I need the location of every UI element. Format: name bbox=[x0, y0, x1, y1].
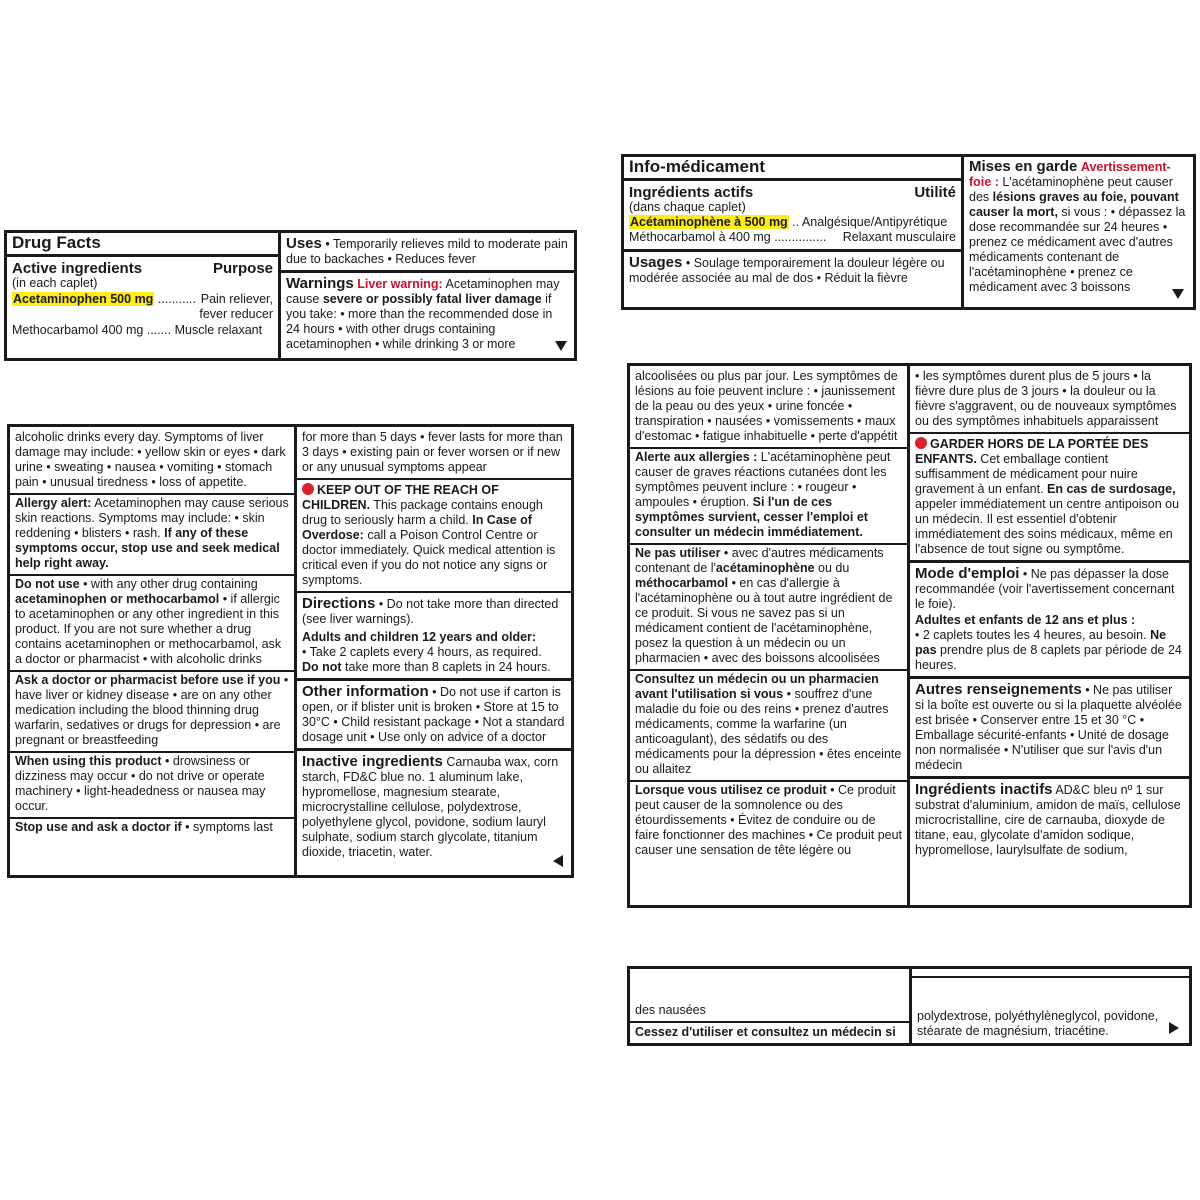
info-medicament-title-bar bbox=[624, 157, 961, 181]
info-medicament-column-5: des nausées Cessez d'utiliser et consultez un médecin si bbox=[630, 969, 910, 1043]
other-information-section: Other information • Do not use if carton is open, or if blister unit is broken • Store at 15 to 30°C • Child resistant package • Not a standard dosage unit • Use only on advice of a doctor bbox=[297, 681, 571, 751]
drug-facts-column-3 bbox=[10, 427, 295, 875]
info-medicament-title: Info-médicament bbox=[629, 157, 766, 176]
stop-use-section: Stop use and ask a doctor if • symptoms last bbox=[15, 820, 273, 834]
continue-arrow-down-icon bbox=[555, 341, 567, 351]
keep-out-of-reach-section: KEEP OUT OF THE REACH OF CHILDREN. This package contains enough drug to seriously harm a child. In Case of Overdose: call a Poison Control Centre or doctor immediately. Quick medical attention is critical even if you do not notice any signs or symptoms. bbox=[297, 480, 571, 593]
ingredient-acetaminophen: Acetaminophen 500 mg ........... Pain reliever, bbox=[13, 292, 273, 306]
avertissement-foie-label: Avertissement-foie : bbox=[969, 160, 1171, 189]
liver-symptoms-section: alcoholic drinks every day. Symptoms of liver damage may include: • yellow skin or eyes • dark urine • sweating • nausea • vomiting • stomach pain • unusual tiredness • loss of appetite. bbox=[10, 429, 295, 495]
autres-renseignements-heading: Autres renseignements bbox=[915, 681, 1082, 698]
ingredient-methocarbamol: Methocarbamol 400 mg ....... Muscle relaxant bbox=[12, 323, 263, 337]
drug-facts-column-1: Drug Facts Active ingredients Purpose (in each caplet) Acetaminophen 500 mg ........... Pain reliever, fever reducer Methocarbamol 400 mg ....... Muscle relaxant bbox=[7, 233, 278, 358]
stop-dot-icon bbox=[302, 483, 314, 495]
utilite-heading: Utilité bbox=[914, 184, 956, 201]
other-information-heading: Other information bbox=[302, 683, 429, 700]
info-medicament-panel-2 bbox=[627, 363, 1192, 908]
stop-dot-icon-fr bbox=[915, 437, 927, 449]
inactive-ingredients-section: Inactive ingredients Carnauba wax, corn starch, FD&C blue no. 1 aluminum lake, hypromellose, magnesium stearate, microcrystalline cellulose, polydextrose, polyethylene glycol, povidone, sodium lauryl sulphate, sodium starch glycolate, titanium dioxide, triacetin, water. bbox=[302, 753, 559, 859]
active-ingredients-heading: Active ingredients bbox=[12, 260, 143, 277]
allergy-alert-section: Allergy alert: Acetaminophen may cause serious skin reactions. Symptoms may include: • skin reddening • blisters • rash. If any of these symptoms occur, stop use and seek medical help right away. bbox=[10, 495, 295, 576]
warnings-heading: Warnings bbox=[286, 275, 354, 292]
drug-facts-panel-1 bbox=[4, 230, 577, 361]
ingredients-actifs-heading: Ingrédients actifs bbox=[629, 184, 754, 201]
ingredients-inactifs-section: Ingrédients inactifs AD&C bleu nº 1 sur substrat d'aluminium, amidon de maïs, cellulose microcristalline, cire de carnauba, dioxyde de titane, eau, glycolate d'amidon sodique, hypromellose, laurylsulfate de sodium, bbox=[915, 781, 1181, 857]
purpose-heading: Purpose bbox=[212, 260, 273, 277]
each-caplet-note: (in each caplet) bbox=[12, 276, 98, 290]
mode-emploi-heading: Mode d'emploi bbox=[915, 565, 1020, 582]
info-medicament-column-4 bbox=[910, 366, 1189, 905]
symptomes-durent-section: • les symptômes durent plus de 5 jours • la fièvre dure plus de 3 jours • la douleur ou la fièvre s'aggravent, ou de nouveaux symptômes ou des symptômes inhabituels apparaissent bbox=[910, 368, 1189, 434]
info-medicament-panel-1 bbox=[621, 154, 1196, 310]
continue-arrow-left-icon bbox=[553, 855, 563, 867]
alerte-allergies-section: Alerte aux allergies : L'acétaminophène peut causer de graves réactions cutanées dont les symptômes peuvent inclure : • rougeur • ampoules • éruption. Si l'un de ces symptômes survient, cesser l'emploi et consulter un médecin immédiatement. bbox=[630, 449, 908, 545]
when-using-section: When using this product • drowsiness or dizziness may occur • do not drive or operate machinery • light-headedness or nausea may occur. bbox=[10, 753, 295, 819]
ingredient-methocarbamol-fr: Méthocarbamol à 400 mg ............... Relaxant musculaire bbox=[629, 230, 956, 244]
stop-use-continued-section: for more than 5 days • fever lasts for more than 3 days • existing pain or fever worsen or if new or any unusual symptoms appear bbox=[297, 429, 571, 480]
garder-hors-portee-section: GARDER HORS DE LA PORTÉE DES ENFANTS. Cet emballage contient suffisamment de médicament pour nuire gravement à un enfant. En cas de surdosage, appeler immédiatement un centre antipoison ou un médecin. Il est essentiel d'obtenir immédiatement des soins médicaux, même en l'absence de tout signe ou symptôme. bbox=[910, 434, 1189, 563]
ne-pas-utiliser-section: Ne pas utiliser • avec d'autres médicaments contenant de l'acétaminophène ou du méthocarbamol • en cas d'allergie à l'acétaminophène ou à tout autre ingrédient de ce produit. Si vous ne savez pas si un médicament contient de l'acétaminophène, posez la question à un médecin ou un pharmacien • avec des boissons alcoolisées bbox=[630, 545, 908, 671]
drug-facts-column-2 bbox=[281, 233, 574, 358]
ingredient-acetaminophene: Acétaminophène à 500 mg .. Analgésique/Antipyrétique bbox=[630, 215, 948, 229]
autres-renseignements-section: Autres renseignements • Ne pas utiliser si la boîte est ouverte ou si la plaquette alvéolée est brisée • Conserver entre 15 et 30 °C • Emballage sécurité-enfants • Unité de dosage non normalisée • N'utiliser que sur l'avis d'un médecin bbox=[910, 679, 1189, 779]
mises-en-garde-column: Mises en garde Avertissement-foie : L'acétaminophène peut causer des lésions graves au foie, pouvant causer la mort, si vous : • dépassez la dose recommandée sur 24 heures • prenez ce médicament avec d'autres médicaments contenant de l'acétaminophène • prenez ce médicament avec 3 boissons bbox=[969, 158, 1186, 294]
drug-facts-column-4 bbox=[297, 427, 571, 875]
continue-arrow-down-icon-fr bbox=[1172, 289, 1184, 299]
drug-facts-title-bar bbox=[7, 233, 278, 257]
info-medicament-column-6: polydextrose, polyéthylèneglycol, povidone, stéarate de magnésium, triacétine. bbox=[917, 1009, 1159, 1038]
info-medicament-column-1: Info-médicament Ingrédients actifs Utilité (dans chaque caplet) Acétaminophène à 500 mg .. Analgésique/Antipyrétique Méthocarbamol à 400 mg ............... Relaxant musculaire Usages • Soulage temporairement la douleur légère ou modérée associée au mal de dos • Réduit la fièvre bbox=[624, 157, 961, 307]
mises-en-garde-heading: Mises en garde bbox=[969, 158, 1078, 175]
usages-section: Usages • Soulage temporairement la douleur légère ou modérée associée au mal de dos • Réduit la fièvre bbox=[624, 249, 961, 286]
acetaminophene-highlight: Acétaminophène à 500 mg bbox=[630, 215, 788, 229]
liver-warning-label: Liver warning: bbox=[357, 277, 443, 291]
continue-arrow-right-icon bbox=[1169, 1022, 1179, 1034]
uses-section: Uses • Temporarily relieves mild to moderate pain due to backaches • Reduces fever bbox=[281, 235, 574, 273]
ingredients-inactifs-heading: Ingrédients inactifs bbox=[915, 781, 1053, 798]
mode-emploi-section: Mode d'emploi • Ne pas dépasser la dose recommandée (voir l'avertissement concernant le foie). Adultes et enfants de 12 ans et plus : • 2 caplets toutes les 4 heures, au besoin. Ne pas prendre plus de 8 caplets par période de 24 heures. bbox=[910, 563, 1189, 679]
lorsque-vous-utilisez-section: Lorsque vous utilisez ce produit • Ce produit peut causer de la somnolence ou des étourdissements • Évitez de conduire ou de faire fonctionner des machines • Ce produit peut causer une sensation de tête légère ou bbox=[635, 783, 903, 857]
inactive-ingredients-heading: Inactive ingredients bbox=[302, 753, 443, 770]
usages-heading: Usages bbox=[629, 254, 683, 271]
cessez-utiliser-heading: Cessez d'utiliser et consultez un médecin si bbox=[635, 1025, 896, 1039]
acetaminophen-highlight: Acetaminophen 500 mg bbox=[13, 292, 154, 306]
lesions-foie-section: alcoolisées ou plus par jour. Les symptômes de lésions au foie peuvent inclure : • jaunissement de la peau ou des yeux • urine foncée • transpiration • nausées • vomissements • maux d'estomac • fatigue inhabituelle • perte d'appétit bbox=[630, 368, 908, 449]
uses-heading: Uses bbox=[286, 235, 322, 252]
directions-heading: Directions bbox=[302, 595, 376, 612]
directions-section: Directions • Do not take more than directed (see liver warnings). Adults and children 12 years and older: • Take 2 caplets every 4 hours, as required. Do not take more than 8 caplets in 24 hours. bbox=[297, 593, 571, 681]
drug-facts-panel-2 bbox=[7, 424, 574, 878]
ask-doctor-section: Ask a doctor or pharmacist before use if you • have liver or kidney disease • are on any other medication including the blood thinning drug warfarin, sedatives or drugs for depression • are pregnant or breastfeeding bbox=[10, 672, 295, 753]
warnings-section: Warnings Liver warning: Acetaminophen may cause severe or possibly fatal liver damage if you take: • more than the recommended dose in 24 hours • with other drugs containing acetaminophen • while drinking 3 or more bbox=[286, 275, 560, 351]
do-not-use-section: Do not use • with any other drug containing acetaminophen or methocarbamol • if allergic to acetaminophen or any other ingredient in this product. If you are not sure whether a drug contains acetaminophen or methocarbamol, ask a doctor or pharmacist • with alcoholic drinks bbox=[10, 576, 295, 672]
info-medicament-panel-3 bbox=[627, 966, 1192, 1046]
info-medicament-column-3 bbox=[630, 366, 908, 905]
consultez-medecin-section: Consultez un médecin ou un pharmacien avant l'utilisation si vous • souffrez d'une maladie du foie ou des reins • prenez d'autres médicaments, comme la warfarine (un anticoagulant), des sédatifs ou des médicaments pour la dépression • êtes enceinte ou allaitez bbox=[630, 671, 908, 782]
drug-facts-title: Drug Facts bbox=[12, 233, 101, 252]
